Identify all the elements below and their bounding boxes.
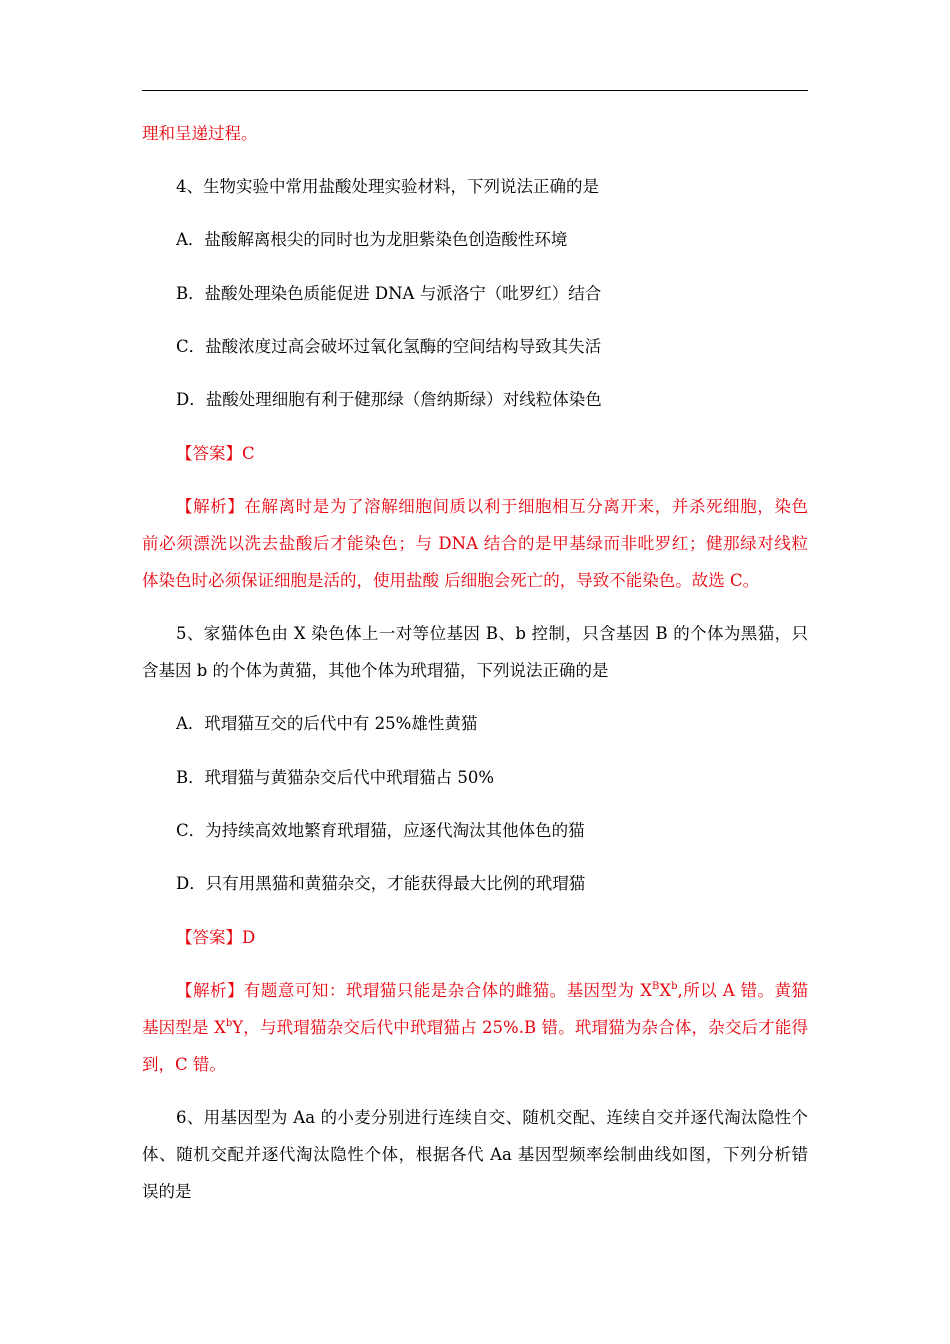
q5-answer: 【答案】D: [176, 928, 256, 947]
header-rule: [142, 90, 808, 91]
q5-stem-line-1: 5、家猫体色由 X 染色体上一对等位基因 B、b 控制，只含基因 B 的个体为黑猫，只: [176, 624, 808, 643]
q5-stem-line-2: 含基因 b 的个体为黄猫，其他个体为玳瑁猫，下列说法正确的是: [142, 661, 609, 680]
q5-option-a: A．玳瑁猫互交的后代中有 25%雄性黄猫: [176, 714, 478, 733]
q4-answer: 【答案】C: [176, 444, 255, 463]
q4-analysis-line-2: 前必须漂洗以洗去盐酸后才能染色；与 DNA 结合的是甲基绿而非吡罗红；健那绿对线粒: [142, 534, 808, 553]
q5-analysis-line-1: 【解析】有题意可知：玳瑁猫只能是杂合体的雌猫。基因型为 $X^BX^b$,所以 A 错。黄猫: [176, 981, 808, 1000]
q6-stem-line-1: 6、用基因型为 Aa 的小麦分别进行连续自交、随机交配、连续自交并逐代淘汰隐性个: [176, 1108, 808, 1127]
q4-stem: 4、生物实验中常用盐酸处理实验材料，下列说法正确的是: [176, 177, 599, 196]
continuation-text: 理和呈递过程。: [142, 124, 258, 143]
q5-option-c: C．为持续高效地繁育玳瑁猫，应逐代淘汰其他体色的猫: [176, 821, 585, 840]
q5-option-d: D．只有用黑猫和黄猫杂交，才能获得最大比例的玳瑁猫: [176, 874, 586, 893]
q4-option-c: C．盐酸浓度过高会破坏过氧化氢酶的空间结构导致其失活: [176, 337, 602, 356]
q4-analysis-line-1: 【解析】在解离时是为了溶解细胞间质以利于细胞相互分离开来，并杀死细胞，染色: [176, 497, 808, 516]
q4-analysis-line-3: 体染色时必须保证细胞是活的，使用盐酸 后细胞会死亡的，导致不能染色。故选 C。: [142, 571, 760, 590]
q5-analysis-line-2: 基因型是 $X^bY$，与玳瑁猫杂交后代中玳瑁猫占 25%.B 错。玳瑁猫为杂合体，杂交后才能得: [142, 1018, 808, 1037]
q4-option-b: B．盐酸处理染色质能促进 DNA 与派洛宁（吡罗红）结合: [176, 284, 602, 303]
q6-stem-line-3: 误的是: [142, 1182, 192, 1201]
q6-stem-line-2: 体、随机交配并逐代淘汰隐性个体，根据各代 Aa 基因型频率绘制曲线如图，下列分析错: [142, 1145, 808, 1164]
q5-option-b: B．玳瑁猫与黄猫杂交后代中玳瑁猫占 50%: [176, 768, 495, 787]
q4-option-a: A．盐酸解离根尖的同时也为龙胆紫染色创造酸性环境: [176, 230, 568, 249]
q4-option-d: D．盐酸处理细胞有利于健那绿（詹纳斯绿）对线粒体染色: [176, 390, 602, 409]
q5-analysis-line-3: 到，C 错。: [142, 1055, 226, 1074]
